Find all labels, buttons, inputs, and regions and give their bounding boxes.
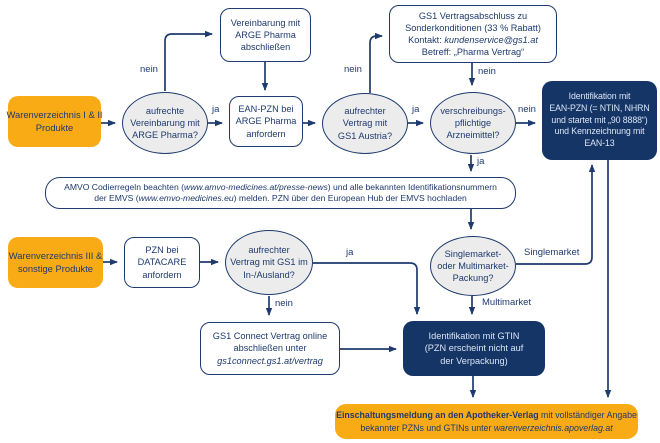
start-warenverzeichnis-1-2: Warenverzeichnis I & II Produkte [8, 96, 101, 147]
edge-label-singlemarket: Singlemarket [524, 247, 580, 258]
edge-label-nein-rx: nein [518, 104, 536, 115]
connector-inout-ja-to-gtin [313, 263, 417, 314]
start-warenverzeichnis-3: Warenverzeichnis III & sonstige Produkte [8, 237, 103, 288]
decision-prescription-drug: verschreibungs- pflichtige Arzneimittel? [430, 92, 516, 154]
connector-arge-question-nein-to-sign [165, 34, 212, 91]
process-arge-agreement-sign: Vereinbarung mit ARGE Pharma abschließen [220, 8, 311, 62]
process-gs1-special-contract: GS1 Vertragsabschluss zu Sonderkonditionen (33 % Rabatt) Kontakt: kundenservice@gs1.at Betreff: „Pharma Vertrag“ [389, 5, 557, 63]
report-bold: Einschaltungsmeldung an den Apotheker-Verlag [336, 409, 539, 420]
edge-label-ja-gs1-austria: ja [412, 104, 420, 115]
result-ean-pzn-identification: Identifikation mit EAN-PZN (= NTIN, NHRN und startet mit „90 8888“) und Kennzeichnung mit EAN-13 [542, 81, 657, 160]
process-gs1-connect-online: GS1 Connect Vertrag online abschließen unter gs1connect.gs1.at/vertrag [200, 322, 340, 375]
decision-gs1-contract-in-out: aufrechter Vertrag mit GS1 im In-/Ausland? [225, 230, 313, 295]
edge-label-ja-rx: ja [477, 156, 485, 167]
decision-gs1-austria-contract: aufrechter Vertrag mit GS1 Austria? [322, 93, 408, 154]
result-gtin-identification: Identifikation mit GTIN (PZN erscheint nicht auf der Verpackung) [403, 321, 545, 376]
edge-label-nein-arge: nein [140, 64, 158, 75]
gs1-connect-url: gs1connect.gs1.at/vertrag [217, 355, 323, 366]
edge-label-nein-contract-down: nein [478, 66, 496, 77]
process-ean-pzn-request: EAN-PZN bei ARGE Pharma anfordern [229, 96, 303, 147]
emvo-url: www.emvo-medicines.eu [138, 193, 234, 203]
edge-label-nein-inout: nein [275, 298, 293, 309]
edge-label-ja-inout: ja [346, 247, 354, 258]
contact-label: Kontakt: [408, 35, 445, 45]
contact-email: kundenservice@gs1.at [444, 35, 538, 45]
apoverlag-url: warenverzeichnis.apoverlag.at [493, 422, 613, 433]
edge-label-nein-gs1-austria: nein [344, 64, 362, 75]
connector-gs1-question-nein-to-contract [370, 36, 382, 93]
result-apotheker-verlag-report: Einschaltungsmeldung an den Apotheker-Verlag mit vollständiger Angabe bekannter PZNs und GTINs unter warenverzeichnis.apoverlag.at [335, 404, 638, 439]
decision-single-multi-market: Singlemarket- oder Multimarket- Packung? [430, 236, 516, 296]
edge-label-multimarket: Multimarket [482, 297, 532, 308]
note-amvo-coding-rules: AMVO Codierregeln beachten (www.amvo-medicines.at/presse-news) und alle bekannten Identifikationsnummern der EMVS (www.emvo-medicines.eu) melden. PZN über den European Hub der EMVS hochladen [45, 177, 516, 209]
amvo-url: www.amvo-medicines.at/presse-news [184, 181, 328, 192]
edge-label-ja-arge: ja [212, 104, 220, 115]
decision-arge-agreement: aufrechte Vereinbarung mit ARGE Pharma? [122, 92, 208, 154]
process-pzn-datacare: PZN bei DATACARE anfordern [124, 237, 200, 288]
